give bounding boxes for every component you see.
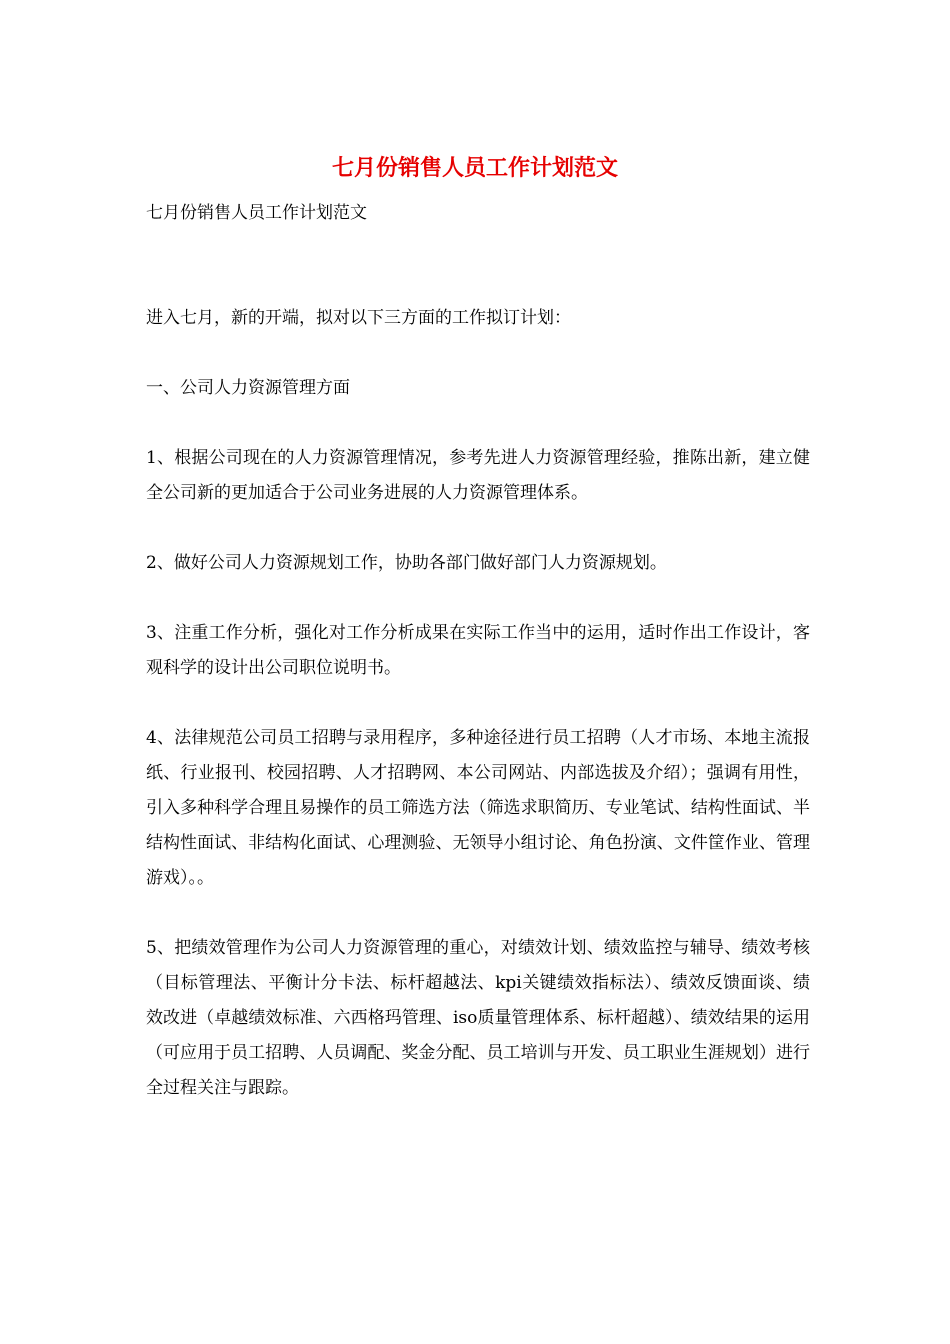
document-subtitle: 七月份销售人员工作计划范文	[146, 203, 367, 223]
spacer	[146, 336, 810, 371]
spacer	[146, 231, 810, 301]
spacer	[146, 581, 810, 616]
list-item-2: 2、做好公司人力资源规划工作，协助各部门做好部门人力资源规划。	[146, 553, 667, 573]
intro-paragraph: 进入七月，新的开端，拟对以下三方面的工作拟订计划：	[146, 308, 571, 328]
spacer	[146, 896, 810, 931]
list-item-4: 4、法律规范公司员工招聘与录用程序，多种途径进行员工招聘（人才市场、本地主流报纸、行业报刊、校园招聘、人才招聘网、本公司网站、内部选拔及介绍）；强调有用性，引入多种科学合理且易操作的员工筛选方法（筛选求职简历、专业笔试、结构性面试、半结构性面试、非结构化面试、心理测验、无领导小组讨论、角色扮演、文件筐作业、管理游戏）。。	[146, 728, 810, 888]
spacer	[146, 686, 810, 721]
spacer	[146, 511, 810, 546]
document-body	[146, 196, 810, 1106]
spacer	[146, 406, 810, 441]
list-item-5: 5、把绩效管理作为公司人力资源管理的重心，对绩效计划、绩效监控与辅导、绩效考核（目标管理法、平衡计分卡法、标杆超越法、kpi关键绩效指标法）、绩效反馈面谈、绩效改进（卓越绩效标准、六西格玛管理、iso质量管理体系、标杆超越）、绩效结果的运用（可应用于员工招聘、人员调配、奖金分配、员工培训与开发、员工职业生涯规划）进行全过程关注与跟踪。	[146, 938, 810, 1098]
list-item-3: 3、注重工作分析，强化对工作分析成果在实际工作当中的运用，适时作出工作设计，客观科学的设计出公司职位说明书。	[146, 623, 810, 678]
section-heading: 一、公司人力资源管理方面	[146, 378, 350, 398]
list-item-1: 1、根据公司现在的人力资源管理情况，参考先进人力资源管理经验，推陈出新，建立健全公司新的更加适合于公司业务进展的人力资源管理体系。	[146, 448, 810, 503]
document-title: 七月份销售人员工作计划范文	[331, 155, 618, 181]
